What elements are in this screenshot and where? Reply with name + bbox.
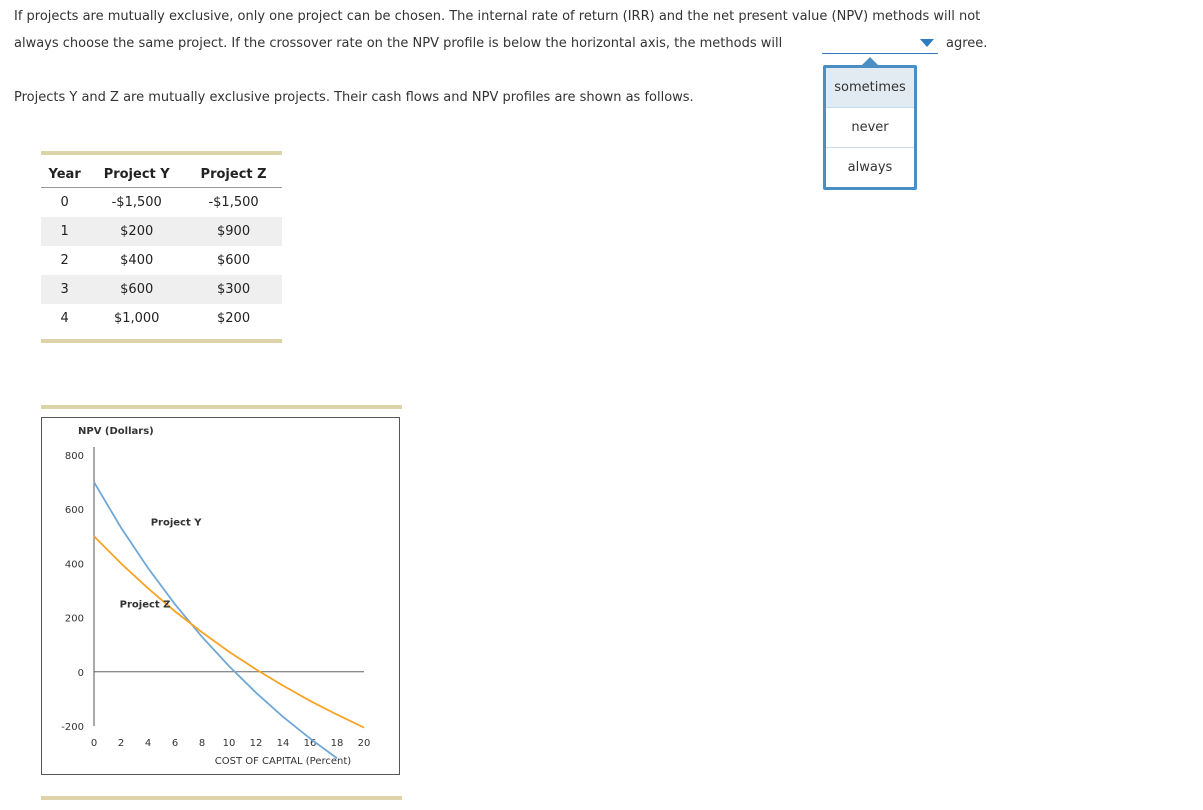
header-project-z: Project Z: [185, 162, 282, 188]
cell-project-y: $600: [88, 275, 185, 304]
option-always[interactable]: always: [847, 160, 893, 175]
caret-down-icon[interactable]: [920, 39, 934, 47]
question-line-1: If projects are mutually exclusive, only one project can be chosen. The internal rate of return (IRR) and the net present value (NPV) methods will not: [14, 9, 981, 24]
cell-year: 0: [60, 195, 69, 210]
chart-bottom-rule: [41, 796, 402, 800]
intro-text: Projects Y and Z are mutually exclusive projects. Their cash flows and NPV profiles are shown as follows.: [14, 90, 694, 105]
table-row: [41, 275, 282, 304]
x-tick-label: 4: [144, 738, 152, 749]
cell-project-z: $600: [217, 253, 251, 268]
x-axis-title: COST OF CAPITAL (Percent): [214, 756, 352, 767]
y-axis-title: NPV (Dollars): [78, 426, 154, 437]
header-project-y: Project Y: [88, 162, 185, 188]
table-row: [41, 188, 282, 218]
cell-project-z: $900: [185, 217, 282, 246]
table-bottom-rule: [41, 339, 282, 343]
x-tick-label: 2: [117, 738, 125, 749]
table-row: [41, 217, 282, 246]
x-tick-label: 16: [303, 738, 317, 749]
y-tick-label: 600: [64, 505, 84, 517]
series-line-project-y: [94, 482, 337, 758]
table-header-row: [41, 162, 282, 188]
x-tick-label: 0: [90, 738, 98, 749]
y-tick-label: 400: [64, 559, 84, 571]
chart-top-rule: [41, 405, 402, 409]
dropdown-menu: [823, 65, 917, 190]
table-row: [41, 304, 282, 333]
cash-flow-table: [41, 162, 282, 333]
npv-chart: [41, 417, 400, 775]
cell-project-z: -$1,500: [208, 195, 259, 210]
x-tick-label: 6: [171, 738, 179, 749]
cell-year: 4: [60, 311, 69, 326]
table-row: [41, 246, 282, 275]
x-tick-label: 8: [198, 738, 206, 749]
y-tick-label: 0: [77, 667, 84, 679]
cell-year: 3: [41, 275, 88, 304]
npv-chart-svg: [42, 418, 399, 774]
cell-year: 2: [60, 253, 69, 268]
cell-project-z: $200: [217, 311, 251, 326]
cell-project-z: $300: [185, 275, 282, 304]
cell-project-y: $400: [120, 253, 154, 268]
series-line-project-z: [94, 536, 364, 727]
y-tick-label: -200: [61, 722, 84, 733]
option-sometimes[interactable]: sometimes: [826, 68, 914, 108]
question-suffix: agree.: [946, 36, 988, 51]
x-tick-label: 12: [249, 738, 263, 749]
x-tick-label: 18: [330, 738, 344, 749]
series-label-project-z: Project Z: [119, 599, 171, 611]
question-line-2: always choose the same project. If the crossover rate on the NPV profile is below the horizontal axis, the methods will: [14, 36, 783, 51]
series-label-project-y: Project Y: [150, 517, 202, 529]
y-tick-label: 200: [64, 613, 84, 625]
x-tick-label: 14: [276, 738, 290, 749]
x-tick-label: 10: [222, 738, 236, 749]
cell-project-y: $200: [88, 217, 185, 246]
y-tick-label: 800: [64, 451, 84, 462]
cell-project-y: -$1,500: [111, 195, 162, 210]
header-year: Year: [41, 162, 88, 188]
x-tick-label: 20: [357, 738, 371, 749]
cell-year: 1: [41, 217, 88, 246]
answer-dropdown[interactable]: [822, 36, 938, 54]
cell-project-y: $1,000: [113, 311, 160, 326]
option-never[interactable]: never: [826, 108, 914, 148]
table-top-rule: [41, 151, 282, 155]
